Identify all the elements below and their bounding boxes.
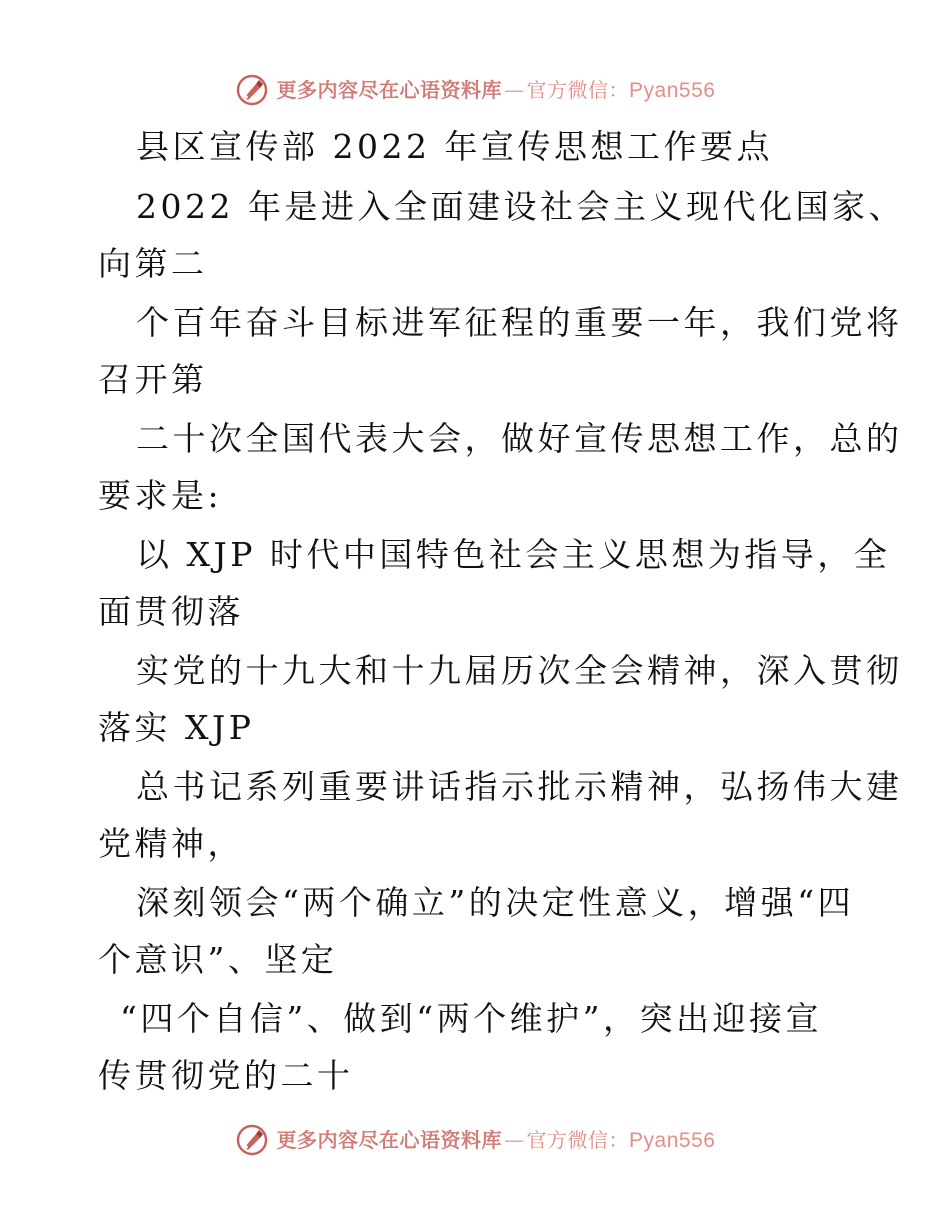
watermark-dash: — [504,77,525,102]
body-line: “四个自信”、做到“两个维护”，突出迎接宣 [120,999,822,1038]
body-line: 传贯彻党的二十 [98,1056,354,1095]
footer-watermark [0,1120,950,1160]
document-title: 县区宣传部 2022 年宣传思想工作要点 [136,127,773,166]
body-line: 要求是: [98,476,223,515]
body-line: 深刻领会“两个确立”的决定性意义，增强“四 [136,883,855,922]
body-line: 向第二 [98,244,208,283]
body-line: 二十次全国代表大会，做好宣传思想工作，总的 [136,419,903,458]
watermark-main-text: 更多内容尽在心语资料库 [276,1127,503,1152]
body-line: 个意识”、坚定 [98,940,338,979]
watermark-wechat-id: Pyan556 [629,1128,716,1152]
body-line: 面贯彻落 [98,592,244,631]
body-line: 总书记系列重要讲话指示批示精神，弘扬伟大建 [136,767,903,806]
watermark-sub-text: 官方微信： [526,77,630,102]
body-line: 实党的十九大和十九届历次全会精神，深入贯彻 [136,651,903,690]
watermark-dash: — [504,1127,525,1152]
body-line: 个百年奋斗目标进军征程的重要一年，我们党将 [136,303,903,342]
body-line: 2022 年是进入全面建设社会主义现代化国家、 [136,187,905,226]
body-line: 党精神， [98,824,244,863]
body-line: 落实 XJP [98,708,255,747]
pen-logo-icon [235,1123,269,1157]
header-watermark [0,70,950,110]
body-line: 以 XJP 时代中国特色社会主义思想为指导，全 [136,535,891,574]
pen-logo-icon [235,73,269,107]
watermark-wechat-id: Pyan556 [629,78,716,102]
body-line: 召开第 [98,360,208,399]
watermark-sub-text: 官方微信： [526,1127,630,1152]
watermark-main-text: 更多内容尽在心语资料库 [276,77,503,102]
